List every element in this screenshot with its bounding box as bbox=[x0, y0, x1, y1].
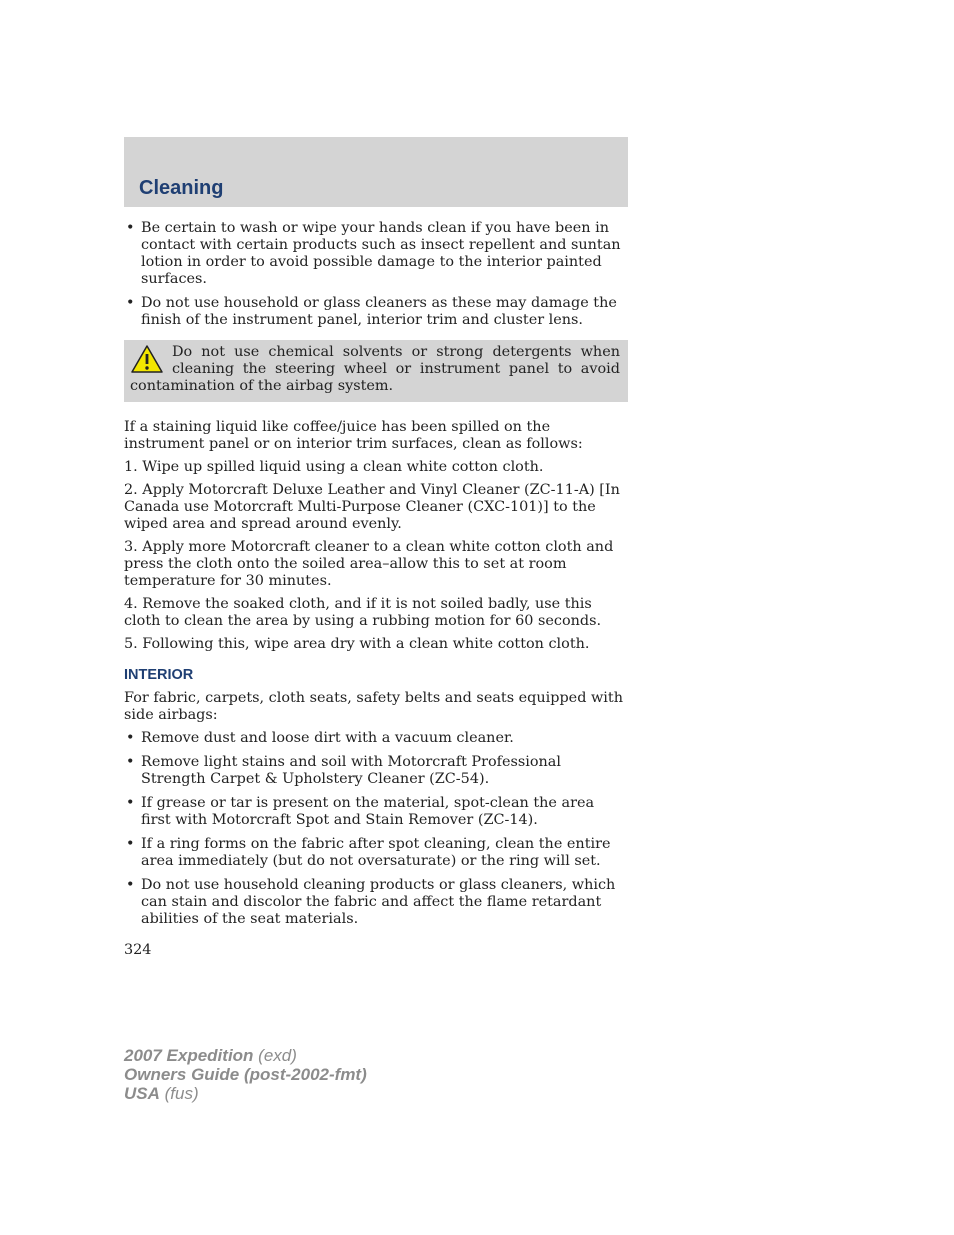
section-header-band bbox=[124, 137, 628, 207]
interior-intro: For fabric, carpets, cloth seats, safety belts and seats equipped with side airbags: bbox=[124, 690, 623, 723]
step-2: 2. Apply Motorcraft Deluxe Leather and Vinyl Cleaner (ZC-11-A) [In Canada use Motorcraft Multi-Purpose Cleaner (CXC-101)] to the wiped area and spread around evenly. bbox=[124, 482, 620, 532]
interior-bullet-list bbox=[124, 730, 624, 928]
list-item: • If a ring forms on the fabric after spot cleaning, clean the entire area immediately (but do not oversaturate) or the ring will set. bbox=[126, 836, 611, 869]
page-number: 324 bbox=[124, 942, 152, 958]
bullet-icon: • bbox=[126, 795, 135, 811]
list-item: • Do not use household cleaning products or glass cleaners, which can stain and discolor the fabric and affect the flame retardant abilities of the seat materials. bbox=[126, 877, 616, 927]
section-title: Cleaning bbox=[139, 177, 224, 199]
step-5: 5. Following this, wipe area dry with a clean white cotton cloth. bbox=[124, 636, 590, 652]
warning-box bbox=[124, 340, 628, 402]
page-content bbox=[124, 220, 624, 959]
stain-intro: If a staining liquid like coffee/juice has been spilled on the instrument panel or on interior trim surfaces, clean as follows: bbox=[124, 419, 583, 452]
step-1: 1. Wipe up spilled liquid using a clean white cotton cloth. bbox=[124, 459, 544, 475]
footer-line-3: USA (fus) bbox=[124, 1084, 199, 1103]
step-4: 4. Remove the soaked cloth, and if it is not soiled badly, use this cloth to clean the area by using a rubbing motion for 60 seconds. bbox=[124, 596, 602, 629]
list-item: • Be certain to wash or wipe your hands clean if you have been in contact with certain products such as insect repellent and suntan lotion in order to avoid possible damage to the interior painted surfaces. bbox=[126, 220, 621, 287]
list-item: • Do not use household or glass cleaners as these may damage the finish of the instrument panel, interior trim and cluster lens. bbox=[126, 295, 617, 328]
list-item: • Remove light stains and soil with Motorcraft Professional Strength Carpet & Upholstery Cleaner (ZC-54). bbox=[126, 754, 561, 787]
document-footer bbox=[124, 1046, 367, 1103]
warning-text: Do not use chemical solvents or strong detergents when cleaning the steering wheel or instrument panel to avoid contamination of the airbag system. bbox=[130, 344, 620, 394]
warning-triangle-icon bbox=[130, 344, 164, 374]
list-item: • If grease or tar is present on the material, spot-clean the area first with Motorcraft Spot and Stain Remover (ZC-14). bbox=[126, 795, 595, 828]
footer-line-1: 2007 Expedition (exd) bbox=[124, 1046, 297, 1065]
bullet-icon: • bbox=[126, 730, 135, 746]
bullet-icon: • bbox=[126, 836, 135, 852]
bullet-icon: • bbox=[126, 295, 135, 311]
step-3: 3. Apply more Motorcraft cleaner to a clean white cotton cloth and press the cloth onto the soiled area–allow this to set at room temperature for 30 minutes. bbox=[124, 539, 614, 589]
top-bullet-list bbox=[124, 220, 624, 329]
footer-line-2: Owners Guide (post-2002-fmt) bbox=[124, 1065, 367, 1084]
interior-heading: INTERIOR bbox=[124, 667, 194, 683]
list-item: • Remove dust and loose dirt with a vacuum cleaner. bbox=[126, 730, 514, 746]
bullet-icon: • bbox=[126, 220, 135, 236]
bullet-icon: • bbox=[126, 877, 135, 893]
bullet-icon: • bbox=[126, 754, 135, 770]
